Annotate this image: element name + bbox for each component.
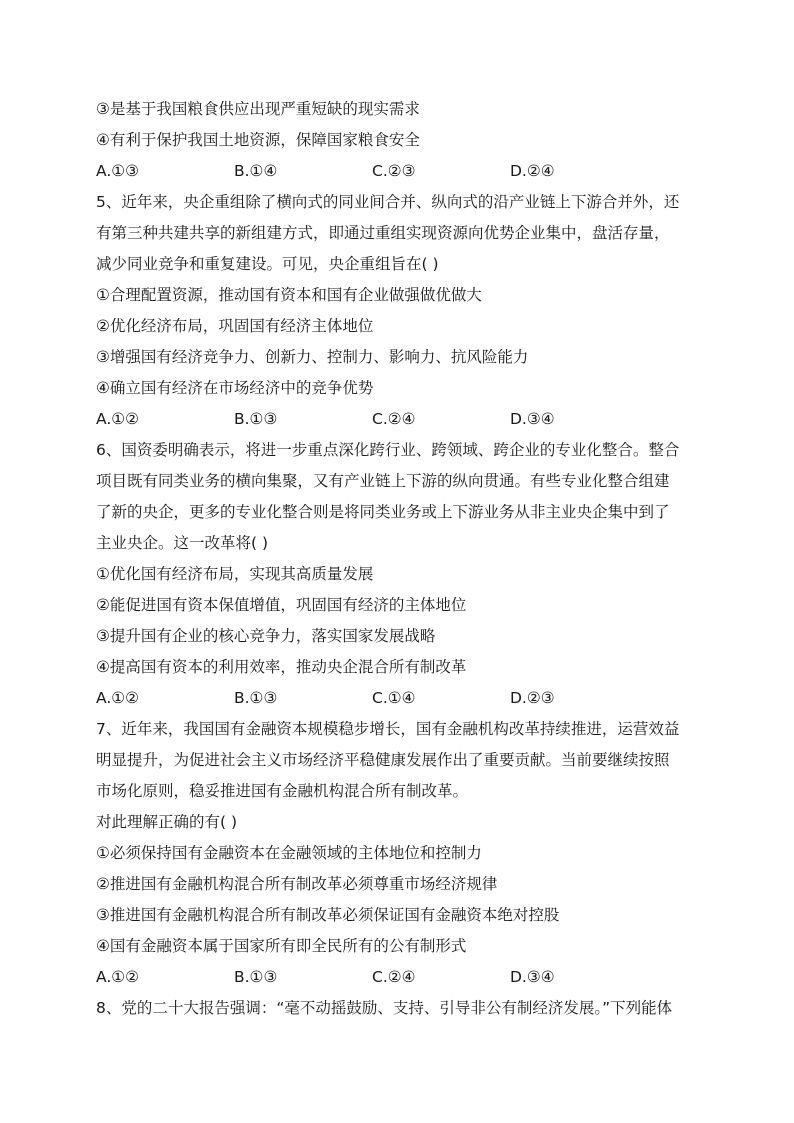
question-stem-line: 主业央企。这一改革将( ) xyxy=(96,534,269,552)
option-c: C.②④ xyxy=(372,968,416,986)
answer-options xyxy=(96,683,700,714)
question-stem-line: 了新的央企，更多的专业化整合则是将同类业务或上下游业务从非主业央企集中到了 xyxy=(96,503,670,521)
option-a: A.①② xyxy=(96,689,140,707)
statement-1: ①必须保持国有金融资本在金融领域的主体地位和控制力 xyxy=(96,844,482,862)
option-a: A.①② xyxy=(96,968,140,986)
answer-options xyxy=(96,404,700,435)
question-8 xyxy=(96,993,700,1024)
statement-3: ③是基于我国粮食供应出现严重短缺的现实需求 xyxy=(96,100,420,118)
statement-4: ④国有金融资本属于国家所有即全民所有的公有制形式 xyxy=(96,937,467,955)
option-c: C.②④ xyxy=(372,410,416,428)
option-b: B.①④ xyxy=(234,162,278,180)
question-6 xyxy=(96,435,700,714)
statement-3: ③推进国有金融机构混合所有制改革必须保证国有金融资本绝对控股 xyxy=(96,906,560,924)
statement-1: ①优化国有经济布局，实现其高质量发展 xyxy=(96,565,374,583)
question-stem-line: 对此理解正确的有( ) xyxy=(96,813,238,831)
option-a: A.①② xyxy=(96,410,140,428)
option-b: B.①③ xyxy=(234,410,278,428)
answer-options xyxy=(96,156,700,187)
statement-3: ③增强国有经济竞争力、创新力、控制力、影响力、抗风险能力 xyxy=(96,348,529,366)
question-stem-line: 8、党的二十大报告强调：“毫不动摇鼓励、支持、引导非公有制经济发展。”下列能体 xyxy=(96,999,673,1017)
question-stem-line: 明显提升，为促进社会主义市场经济平稳健康发展作出了重要贡献。当前要继续按照 xyxy=(96,751,670,769)
question-stem-line: 6、国资委明确表示，将进一步重点深化跨行业、跨领域、跨企业的专业化整合。整合 xyxy=(96,441,680,459)
question-stem-line: 市场化原则，稳妥推进国有金融机构混合所有制改革。 xyxy=(96,782,469,800)
statement-2: ②能促进国有资本保值增值，巩固国有经济的主体地位 xyxy=(96,596,467,614)
option-d: D.②④ xyxy=(510,162,555,180)
option-b: B.①③ xyxy=(234,968,278,986)
question-stem-line: 有第三种共建共享的新组建方式，即通过重组实现资源向优势企业集中，盘活存量， xyxy=(96,224,670,242)
exam-page xyxy=(96,94,700,1024)
option-d: D.③④ xyxy=(510,410,555,428)
question-stem-line: 减少同业竞争和重复建设。可见，央企重组旨在( ) xyxy=(96,255,439,273)
question-7 xyxy=(96,714,700,993)
question-stem-line: 5、近年来，央企重组除了横向式的同业间合并、纵向式的沿产业链上下游合并外，还 xyxy=(96,193,680,211)
statement-4: ④有利于保护我国土地资源，保障国家粮食安全 xyxy=(96,131,420,149)
option-c: C.①④ xyxy=(372,689,416,707)
question-stem-line: 项目既有同类业务的横向集聚，又有产业链上下游的纵向贯通。有些专业化整合组建 xyxy=(96,472,670,490)
statement-2: ②推进国有金融机构混合所有制改革必须尊重市场经济规律 xyxy=(96,875,498,893)
option-a: A.①③ xyxy=(96,162,140,180)
question-5 xyxy=(96,187,700,435)
option-d: D.②③ xyxy=(510,689,555,707)
statement-4: ④确立国有经济在市场经济中的竞争优势 xyxy=(96,379,374,397)
statement-3: ③提升国有企业的核心竞争力，落实国家发展战略 xyxy=(96,627,436,645)
answer-options xyxy=(96,962,700,993)
question-stem-line: 7、近年来，我国国有金融资本规模稳步增长，国有金融机构改革持续推进，运营效益 xyxy=(96,720,680,738)
option-b: B.①③ xyxy=(234,689,278,707)
statement-2: ②优化经济布局，巩固国有经济主体地位 xyxy=(96,317,374,335)
statement-1: ①合理配置资源，推动国有资本和国有企业做强做优做大 xyxy=(96,286,482,304)
option-d: D.③④ xyxy=(510,968,555,986)
statement-4: ④提高国有资本的利用效率，推动央企混合所有制改革 xyxy=(96,658,467,676)
option-c: C.②③ xyxy=(372,162,416,180)
